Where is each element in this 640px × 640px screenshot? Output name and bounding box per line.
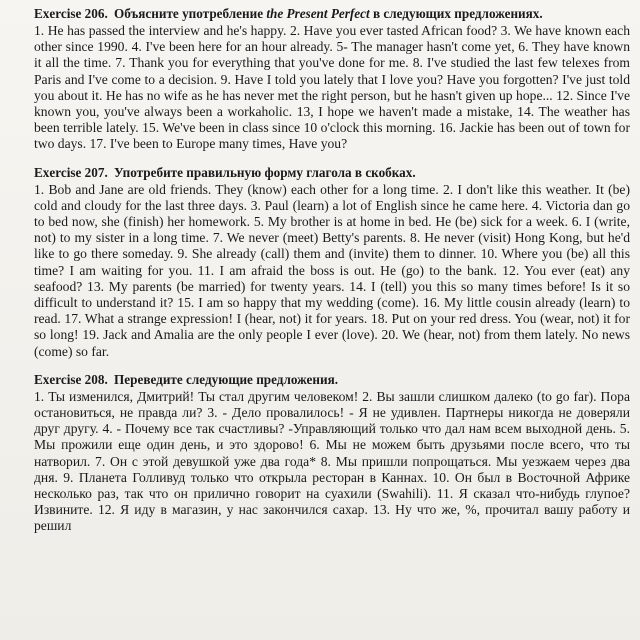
exercise-body: 1. Ты изменился, Дмитрий! Ты стал другим человеком! 2. Вы зашли слишком далеко (to go far). Пора остановиться, не правда ли? 3. - Дело провалилось! - Я не удивлен. Партнеры никогда не доверяли друг другу. 4. - Почему все так счастливы? -Управляющий только что дал нам всем выходной день. 5. Мы прожили еще один день, и это здорово! 6. Мы не можем быть друзьями после всего, что ты натворил. 7. Он с этой девушкой уже два года* 8. Мы пришли попрощаться. Мы уезжаем через два дня. 9. Планета Голливуд только что открыла ресторан в Каннах. 10. Он был в Восточной Африке несколько раз, так что он прилично говорит на суахили (Swahili). 11. Я сказал что-нибудь глупое? Извините. 12. Я иду в магазин, у нас закончился сахар. 13. Ну что же, %, прочитал вашу работу и решил (34, 388, 630, 534)
exercise-instruction: Объясните употребление (114, 6, 264, 21)
exercise-instruction-end: в следующих предложениях. (372, 6, 543, 21)
exercise-206 (34, 6, 630, 153)
exercise-instruction: Переведите следующие предложения. (114, 371, 339, 387)
exercise-number: Exercise 207. (34, 164, 108, 180)
exercise-title (34, 372, 630, 388)
exercise-number: Exercise 206. (34, 6, 108, 21)
exercise-title (34, 6, 630, 22)
exercise-body: 1. Bob and Jane are old friends. They (know) each other for a long time. 2. I don't like this weather. It (be) cold and cloudy for the last three days. 3. Paul (learn) a lot of English since he came here. 4. Victoria dan go to bed now, she (finish) her homework. 5. My brother is at home in bed. He (be) sick for a week. 6. I (write, not) to my sister in a long time. 7. We never (meet) Betty's parents. 8. He never (visit) Hong Kong, but he'd like to go there someday. 9. She already (call) them and (invite) them to dinner. 10. Where you (be) all this time? I am waiting for you. 11. I am afraid the boss is out. He (go) to the bank. 12. You ever (eat) any seafood? 13. My parents (be married) for twenty years. 14. I (tell) you this so many times before! Is it so difficult to understand it? 15. I am so happy that my wedding (come). 16. My little cousin already (learn) to read. 17. What a strange expression! I (hear, not) it for years. 18. Put on your red dress. You (wear, not) it for so long! 19. Jack and Amalia are the only people I ever (love). 20. We (hear, not) from them lately. No news (come) so far. (34, 181, 630, 359)
exercise-body: 1. He has passed the interview and he's happy. 2. Have you ever tasted African food? 3. We have known each other since 1990. 4. I've been here for an hour already. 5- The manager hasn't come yet, 6. They have known it all the time. 7. Thank you for everything that you've done for me. 8. I've studied the last few telexes from Paris and I've come to a decision. 9. Have I told you lately that I love you? Have you forgotten? I've just told you about it. He has no wife as he has never met the right person, but he hasn't given up hope... 12. Since I've known you, you've always been a workaholic. 13, I hope we haven't made a mistake, 14. The weather has been terrible lately. 15. We've been in class since 10 o'clock this morning. 16. Jackie has been out of town for two days. 17. I've been to Europe many times, Have you? (34, 23, 630, 152)
exercise-title (34, 165, 630, 181)
exercise-208 (34, 372, 630, 535)
exercise-instruction: Употребите правильную форму глагола в скобках. (114, 164, 416, 180)
exercise-number: Exercise 208. (34, 371, 108, 387)
exercise-instruction-italic: the Present Perfect (266, 6, 370, 21)
exercise-207 (34, 165, 630, 360)
